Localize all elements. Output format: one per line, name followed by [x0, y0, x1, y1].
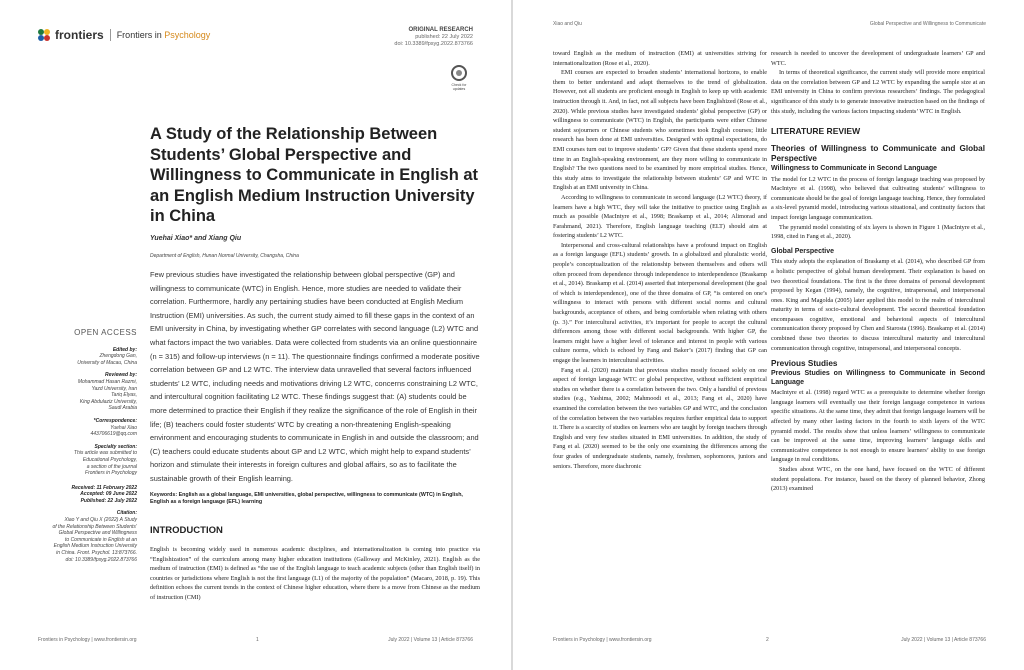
paragraph: research is needed to uncover the development of undergraduate learners’ GP and WTC.	[771, 50, 985, 67]
published-date: published: 22 July 2022	[415, 34, 473, 40]
citation-line: of the Relationship Between Students’	[52, 523, 137, 530]
paragraph: In terms of theoretical significance, the current study will provide more empirical data on the correlation between GP and L2 WTC by expanding the sample size at an EMI university in China to confirm previous researchers’ findings. The pedagogical significance of this study is to generate innovative instruction based on the findings of this study, including the various factors impacting students’ WTC in English.	[771, 69, 985, 115]
authors: Yuehai Xiao* and Xiang Qiu	[150, 235, 242, 242]
reviewer-line: King Abdulaziz University,	[79, 398, 137, 405]
paragraph: The model for L2 WTC in the process of foreign language teaching was proposed by MacIntyre et al. (1998), who believed that cultivating students’ willingness to communicate should be the goal of foreign language teaching. Hence, they formulated a six-level pyramid model, introducing various situational, and continuity factors that impact foreign language communication.	[771, 175, 985, 222]
check-updates-label: Check for updates	[451, 83, 467, 91]
column-left	[553, 49, 767, 471]
paragraph: MacIntyre et al. (1998) regard WTC as a prerequisite to determine whether foreign language learners will eventually use their foreign language competence in various specific situations. At the same time, they admit that foreign language learners will be affected by many other lasting factors in the fourth to sixth layers of the WTC pyramid model. The results show that unless learners’ willingness to communicate can be improved at the same time, improving learners’ language skills and communicative competence is not enough to ensure learners’ ability to use foreign language in real conditions.	[771, 389, 985, 464]
paragraph: Fang et al. (2020) maintain that previous studies mostly focused solely on one aspect of foreign language WTC or global perspective, without sufficient empirical studies on whether there is a correlation between the two. Only a handful of previous studies (e.g., Yashima, 2002; Mahmoodi et al., 2013; Fang et al., 2020) have examined the correlation between the two variables GP and WTC, and the conclusion of the correlation between the two variables requires further empirical data to support it. There is a scarcity of studies on learners who are taught by foreign teachers through English and very few studies situated in EMI universities. In addition, the study of Fang et al. (2020) seemed to be the only one examining the differences among the four grades of undergraduate students, namely, freshmen, sophomores, juniors and seniors. Therefore, more diachronic	[553, 366, 767, 470]
open-access-label[interactable]: OPEN ACCESS	[74, 328, 137, 337]
abstract: Few previous studies have investigated the relationship between global perspective (GP) and willingness to communicate (WTC) in English. Hence, more studies are needed to validate their correlation. Furthermore, hardly any pertaining studies have been conducted at English Medium Instruction (EMI) universities. As such, the current study aimed to fill these gaps in the context of an EMI university in China, by investigating whether GP correlates with second language (L2) WTC and what factors impact the two variables. Data were collected from students via an online questionnaire (n = 315) and follow-up interviews (n = 11). The questionnaire findings confirmed a moderate positive correlation between GP and L2 WTC. The interview data unravelled that several factors influenced students’ L2 WTC, including needs and motivations driving L2 WTC, concerns constraining L2 WTC, and intercultural cognition facilitating L2 WTC. These findings suggest that: (A) students could be more determined to practice their English if they realize the significance of the role of English in their life; (B) teachers could foster students’ WTC by creating a non-threatening English-speaking environment and encouraging students to communicate in English in and outside the classroom; and (C) teachers could educate students about GP and L2 WTC, which might help to expand students’ horizon and stimulate their interests in foreign cultures and global affairs, so as to facilitate the sustainable growth of their English learning.	[150, 270, 480, 483]
received-date: Received: 11 February 2022	[71, 484, 137, 491]
reviewer-line: Yazd University, Iran	[91, 385, 137, 392]
article-title: A Study of the Relationship Between Students’ Global Perspective and Willingness to Communicate in English at an English Medium Instruction University in China	[150, 125, 479, 225]
previous-wtc-heading: Previous Studies on Willingness to Communicate in Second Language	[771, 370, 985, 386]
citation-line: to Communicate in English at an	[65, 536, 137, 543]
citation-line: Xiao Y and Qiu X (2022) A Study	[64, 517, 137, 524]
page-number: 2	[766, 637, 769, 643]
article-sidebar	[36, 330, 137, 563]
check-updates-icon	[451, 65, 467, 81]
introduction-heading: INTRODUCTION	[150, 525, 223, 536]
correspondence-name: Yuehai Xiao	[110, 424, 137, 431]
specialty-line: a section of the journal	[86, 463, 137, 470]
wtc-l2-heading: Willingness to Communicate in Second Language	[771, 165, 938, 173]
keywords	[150, 492, 480, 506]
editor-line: Zhengdong Gan,	[99, 353, 137, 360]
article-type: ORIGINAL RESEARCH	[408, 27, 473, 33]
journal-name: Frontiers in Psychology	[116, 30, 211, 40]
theories-heading: Theories of Willingness to Communicate and Global Perspective	[771, 144, 985, 164]
running-head-authors: Xiao and Qiu	[553, 21, 582, 27]
citation-line: in China. Front. Psychol. 13:873766.	[56, 550, 137, 557]
keywords-list: English as a global language, EMI universities, global perspective, willingness to communicate (WTC) in English, English as a foreign language (EFL) learning	[150, 492, 463, 505]
accepted-date: Accepted: 09 June 2022	[80, 491, 137, 498]
frontiers-logo-icon	[38, 29, 51, 42]
published-date-sidebar: Published: 22 July 2022	[80, 497, 137, 504]
logo-divider	[110, 29, 111, 41]
reviewed-by-label: Reviewed by:	[105, 372, 137, 379]
paragraph: According to willingness to communicate in second language (L2 WTC) theory, if learners have a high WTC, they will take the initiative to practice using English as much as possible (MacIntyre et al., 1998; Braskamp et al., 2014; Alimorad and Farahmand, 2021). Therefore, English language teaching (ELT) should aim at fostering students’ L2 WTC.	[553, 193, 767, 240]
correspondence-label: *Correspondence:	[93, 417, 137, 424]
page-2	[513, 0, 1024, 670]
check-for-updates-badge[interactable]	[448, 65, 470, 91]
correspondence-email[interactable]: 443706619@qq.com	[90, 431, 137, 438]
editor-line: University of Macau, China	[77, 359, 137, 366]
footer-issue: July 2022 | Volume 13 | Article 873766	[901, 637, 986, 643]
introduction-text: English is becoming widely used in numerous academic disciplines, and internationalization is coming into practice via “Englishization” of the curriculum among many higher education institutions (Galloway and McKinley, 2021). English as the medium of instruction (EMI) is defined as “the use of the English language to teach academic subjects (other than English itself) in countries or jurisdictions where English is not the first language (L1) of the majority of the population” (Macaro, 2018, p. 19). This definition echoes the current trends in the context of Chinese higher education, where there is a move from Chinese as the medium of instruction (CMI)	[150, 546, 480, 601]
paragraph: The pyramid model consisting of six layers is shown in Figure 1 (MacIntyre et al., 1998, cited in Fang et al., 2020).	[771, 223, 985, 241]
footer-journal[interactable]: Frontiers in Psychology | www.frontiersin.org	[553, 637, 652, 643]
specialty-line: This article was submitted to	[73, 450, 137, 457]
column-right	[771, 49, 985, 494]
paragraph: This study adopts the explanation of Braskamp et al. (2014), who described GP from a holistic perspective of global human development. Their explanation is based on two theoretical foundations. The first is the three domains of personal development proposed by Kegan (1994), namely, the cognitive, intrapersonal, and interpersonal ones. King and Magolda (2005) later applied this model to the realm of intercultural maturity in terms of socio-cultural development. The second theoretical foundation encompasses cognitive, emotional and behavioral aspects of intercultural communication theory proposed by Chen and Starosta (1996). Braskamp et al. (2014) combined these two theories to discuss intercultural maturity and intercultural communication through cognitive, intrapersonal, and interpersonal concepts.	[771, 258, 985, 352]
reviewer-line: Saudi Arabia	[108, 405, 137, 412]
logo-brand: frontiers	[55, 28, 104, 42]
affiliation: Department of English, Hunan Normal University, Changsha, China	[150, 253, 299, 259]
frontiers-logo[interactable]	[38, 28, 210, 42]
citation-line: English Medium Instruction University	[53, 543, 137, 550]
running-head-title: Global Perspective and Willingness to Communicate	[869, 21, 986, 27]
reviewer-line: Mohammad Hasan Razmi,	[77, 378, 137, 385]
global-perspective-heading: Global Perspective	[771, 247, 835, 255]
paragraph: EMI courses are expected to broaden students’ international horizons, to enable them to better understand and adapt themselves to the trend of globalization. However, not all students are proficient enough in English to keep up with academic instruction through it. And, in fact, not all subjects have been Englishized (Rose et al., 2020). While previous studies have investigated students’ global perspective (GP) or willingness to communicate (WTC) in English, the participants were either Chinese student sojourners or Chinese students who sometimes took English courses; little research has been done at EMI universities. Designed with optimal expectations, do EMI courses turn out to improve students’ GP? Given that these students spend more time in an English-speaking environment, are they more willing to communicate in English? The two questions need to be examined by more empirical studies. Hence, this study aims to investigate the relationship between students’ GP and WTC in English at an EMI university in China.	[553, 69, 767, 192]
edited-by-label: Edited by:	[112, 346, 137, 353]
footer-issue: July 2022 | Volume 13 | Article 873766	[388, 637, 473, 643]
specialty-line: Frontiers in Psychology	[85, 470, 137, 477]
page-number: 1	[256, 637, 259, 643]
citation-line[interactable]: doi: 10.3389/fpsyg.2022.873766	[65, 556, 137, 563]
paragraph: Studies about WTC, on the one hand, have focused on the WTC of different student populations. For instance, based on the theory of planned behavior, Zhong (2013) examined	[771, 466, 985, 493]
article-info	[394, 27, 473, 48]
previous-studies-heading: Previous Studies	[771, 359, 838, 369]
reviewer-line: Tariq Elyas,	[111, 392, 137, 399]
citation-line: Global Perspective and Willingness	[58, 530, 137, 537]
specialty-line: Educational Psychology,	[82, 456, 137, 463]
literature-review-heading: LITERATURE REVIEW	[771, 126, 861, 137]
paragraph: Interpersonal and cross-cultural relationships have a profound impact on English as a foreign language (EFL) students’ growth. In a globalized and pluralistic world, people’s conceptualization of the relationship between themselves and others will often proceed from dependence through independence to interdependence (Braskamp et al., 2014). Braskamp et al. (2014) asserted that interpersonal development (the goal of which is interdependence), one of the three domains of GP, “is centered on one’s willingness to interact with persons with different social norms and cultural backgrounds, acceptance of others, and being comfortable when relating with others (p. 3).” For intercultural activities, it’s important for people to accept the cultural differences among those with different social backgrounds. With higher GP, the learners might have a higher level of tolerance and interest in people with various culture norms, which is echoed by Fang and Baker’s (2017) finding that GP can engage the learners in intercultural activities.	[553, 241, 767, 364]
page-1	[0, 0, 511, 670]
citation-label: Citation:	[116, 510, 137, 517]
article-doi[interactable]: doi: 10.3389/fpsyg.2022.873766	[394, 41, 473, 47]
keywords-label: Keywords:	[150, 492, 178, 498]
paragraph: toward English as the medium of instruction (EMI) at universities striving for internationalization (Rose et al., 2020).	[553, 50, 767, 67]
footer-journal[interactable]: Frontiers in Psychology | www.frontiersin.org	[38, 637, 137, 643]
specialty-label: Specialty section:	[94, 443, 137, 450]
